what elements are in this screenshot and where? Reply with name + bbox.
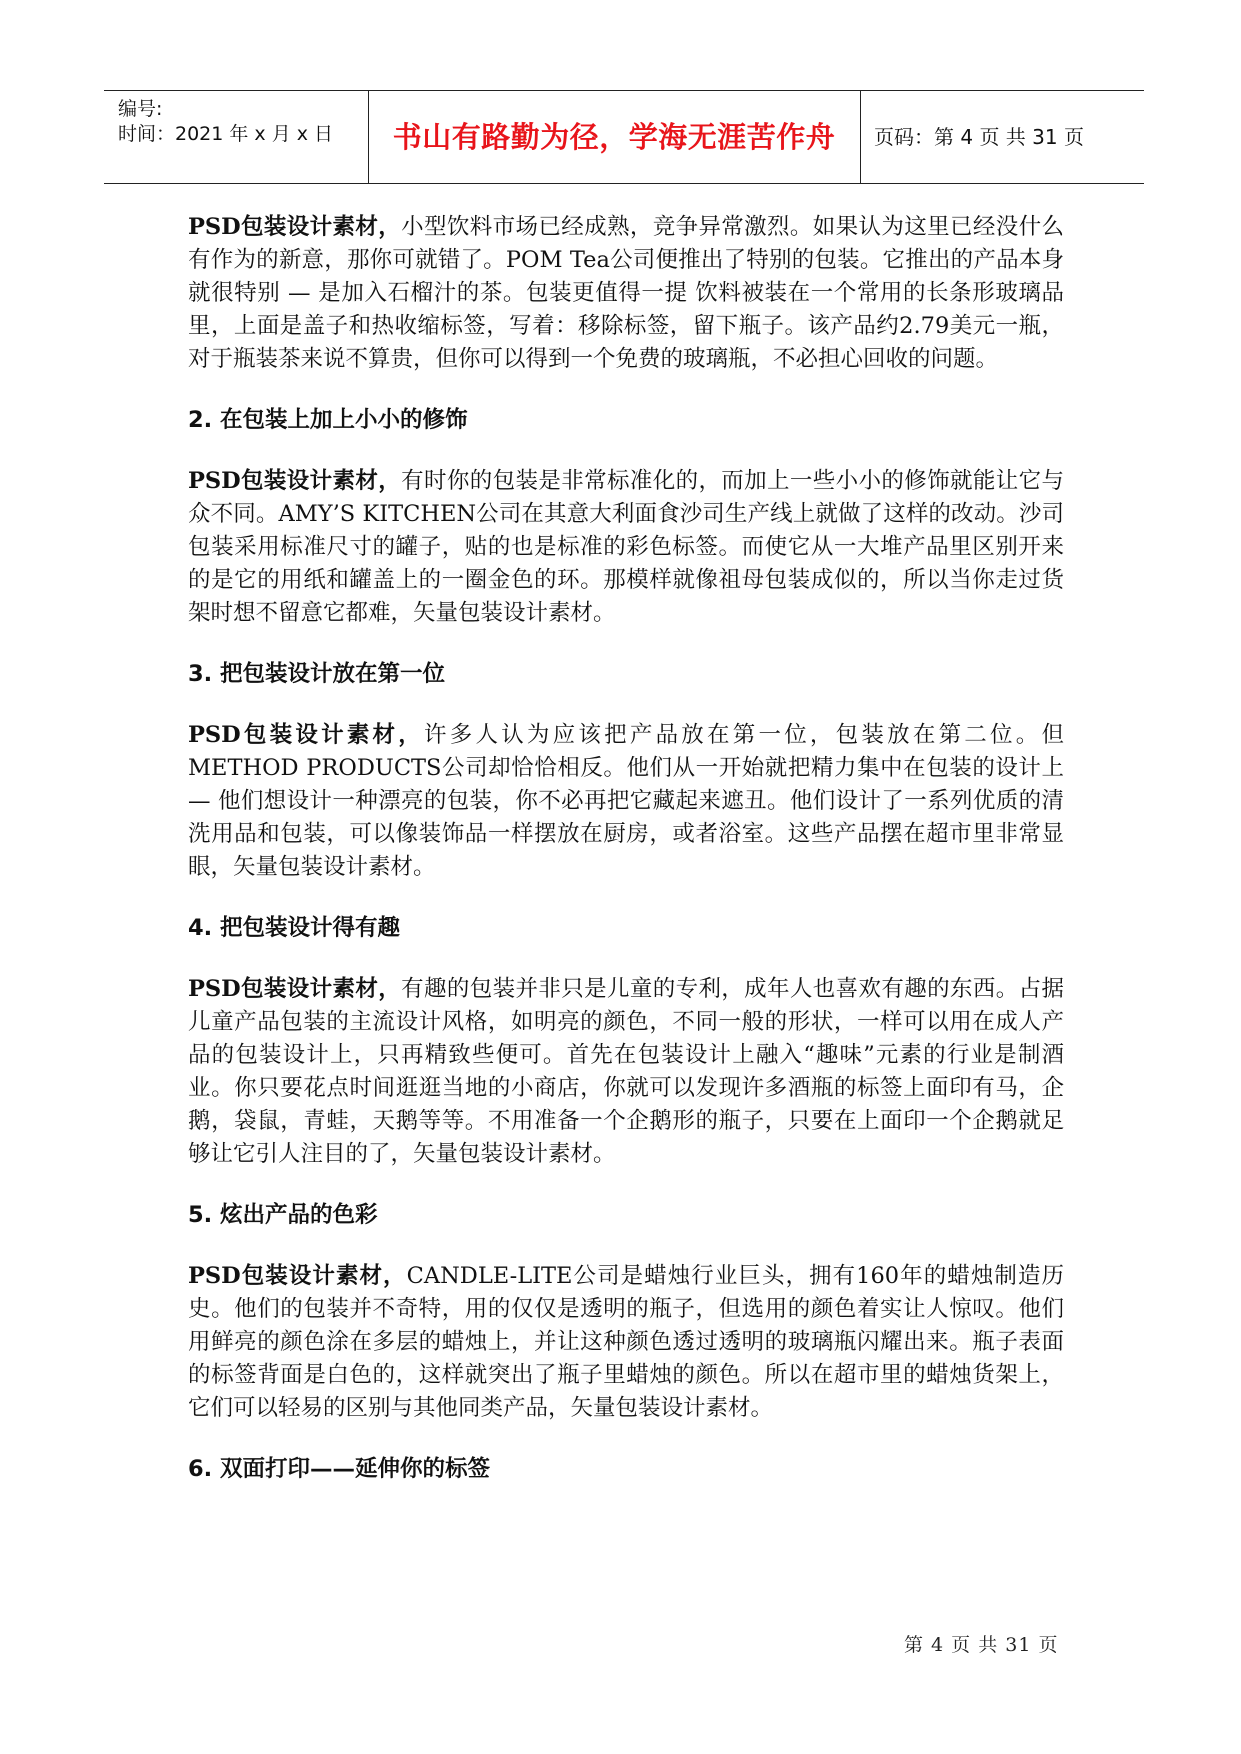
document-body (188, 211, 1064, 1514)
section-6-heading: 6. 双面打印——延伸你的标签 (188, 1456, 491, 1482)
section-3-heading: 3. 把包装设计放在第一位 (188, 661, 446, 687)
paragraph-lead: PSD包装设计素材， (188, 214, 402, 240)
section-4-paragraph (188, 973, 1064, 1171)
section-3-paragraph (188, 719, 1064, 884)
document-time-label: 时间：2021 年 x 月 x 日 (118, 123, 334, 145)
section-2-paragraph (188, 465, 1064, 630)
page-footer-number: 第 4 页 共 31 页 (904, 1634, 1059, 1656)
paragraph-lead: PSD包装设计素材， (188, 468, 402, 494)
paragraph-text: 小型饮料市场已经成熟，竞争异常激烈。如果认为这里已经没什么有作为的新意，那你可就错了。POM Tea公司便推出了特别的包装。它推出的产品本身就很特别 — 是加入石榴汁的茶。包装更值得一提 饮料被装在一个常用的长条形玻璃品里，上面是盖子和热收缩标签，写着：移除标签，留下瓶子。该产品约2.79美元一瓶，对于瓶装茶来说不算贵，但你可以得到一个免费的玻璃瓶，不必担心回收的问题。 (188, 214, 1064, 372)
paragraph-lead: PSD包装设计素材， (188, 976, 402, 1002)
section-5-paragraph (188, 1260, 1064, 1425)
header-motto: 书山有路勤为径，学海无涯苦作舟 (392, 120, 836, 154)
section-2-heading: 2. 在包装上加上小小的修饰 (188, 407, 468, 433)
header-page-cell (860, 91, 1144, 183)
paragraph-text: 有时你的包装是非常标准化的，而加上一些小小的修饰就能让它与众不同。AMY’S KITCHEN公司在其意大利面食沙司生产线上就做了这样的改动。沙司包装采用标准尺寸的罐子，贴的也是标准的彩色标签。而使它从一大堆产品里区别开来的是它的用纸和罐盖上的一圈金色的环。那模样就像祖母包装成似的，所以当你走过货架时想不留意它都难，矢量包装设计素材。 (188, 468, 1064, 626)
paragraph-text: CANDLE-LITE公司是蜡烛行业巨头，拥有160年的蜡烛制造历史。他们的包装并不奇特，用的仅仅是透明的瓶子，但选用的颜色着实让人惊叹。他们用鲜亮的颜色涂在多层的蜡烛上，并让这种颜色透过透明的玻璃瓶闪耀出来。瓶子表面的标签背面是白色的，这样就突出了瓶子里蜡烛的颜色。所以在超市里的蜡烛货架上，它们可以轻易的区别与其他同类产品，矢量包装设计素材。 (188, 1263, 1064, 1421)
paragraph-lead: PSD包装设计素材， (188, 722, 425, 748)
paragraph-text: 许多人认为应该把产品放在第一位，包装放在第二位。但METHOD PRODUCTS公司却恰恰相反。他们从一开始就把精力集中在包装的设计上 — 他们想设计一种漂亮的包装，你不必再把它藏起来遮丑。他们设计了一系列优质的清洗用品和包装，可以像装饰品一样摆放在厨房，或者浴室。这些产品摆在超市里非常显眼，矢量包装设计素材。 (188, 722, 1064, 880)
header-meta-cell (104, 91, 369, 183)
section-5-heading: 5. 炫出产品的色彩 (188, 1202, 378, 1228)
page-header (104, 90, 1144, 184)
header-page-number: 页码：第 4 页 共 31 页 (874, 125, 1084, 149)
paragraph-lead: PSD包装设计素材， (188, 1263, 407, 1289)
section-4-heading: 4. 把包装设计得有趣 (188, 915, 401, 941)
header-motto-cell (368, 91, 861, 183)
document-number-label: 编号: (118, 98, 163, 120)
section-1-paragraph (188, 211, 1064, 376)
paragraph-text: 有趣的包装并非只是儿童的专利，成年人也喜欢有趣的东西。占据儿童产品包装的主流设计风格，如明亮的颜色，不同一般的形状，一样可以用在成人产品的包装设计上，只再精致些便可。首先在包装设计上融入“趣味”元素的行业是制酒业。你只要花点时间逛逛当地的小商店，你就可以发现许多酒瓶的标签上面印有马，企鹅，袋鼠，青蛙，天鹅等等。不用准备一个企鹅形的瓶子，只要在上面印一个企鹅就足够让它引人注目的了，矢量包装设计素材。 (188, 976, 1064, 1167)
